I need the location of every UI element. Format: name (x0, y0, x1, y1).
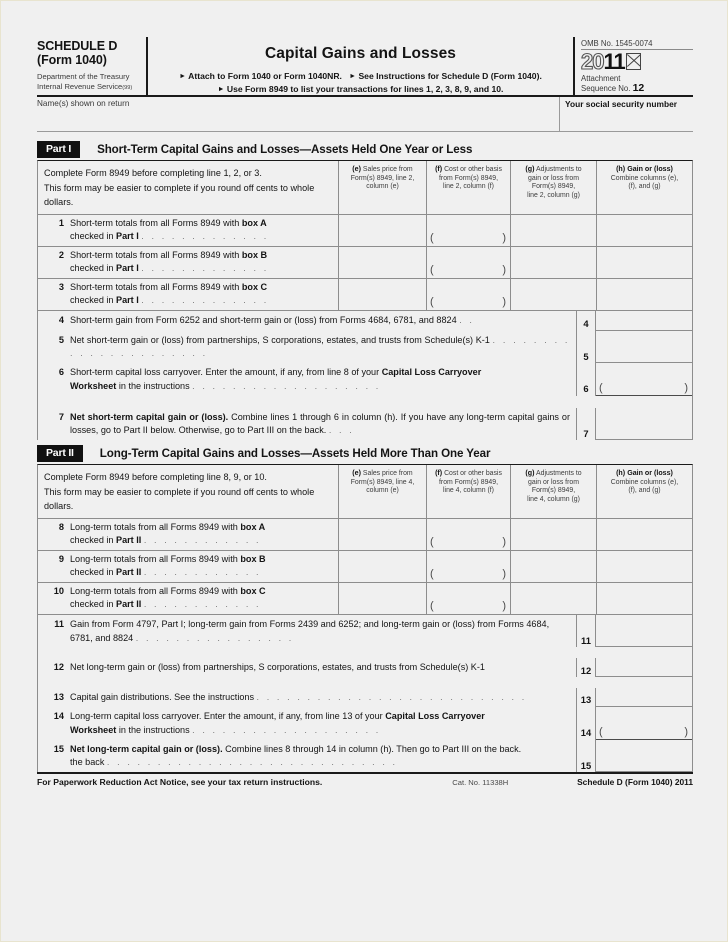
line-number: 12 (53, 662, 64, 673)
line-9-col-e-input[interactable] (338, 551, 426, 582)
part-2-col-g-header: (g) Adjustments to gain or loss from Form(s) 8949, line 4, column (g) (510, 465, 596, 518)
line-2-col-g-input[interactable] (510, 247, 596, 278)
attachment-label: Attachment (581, 74, 621, 83)
line-4-description: 4 Short-term gain from Form 6252 and short-term gain or (loss) from Forms 4684, 6781, and 8824 . . (38, 311, 576, 331)
header-center-block (148, 37, 573, 95)
schedule-identifier (37, 37, 142, 67)
part-2-col-h-header: (h) Gain or (loss) Combine columns (e), (f), and (g) (596, 465, 692, 518)
line-12-row (38, 647, 692, 677)
line-12-description: 12 Net long-term gain or (loss) from partnerships, S corporations, estates, and trusts from Schedule(s) K-1 (38, 658, 576, 677)
part-2-title: Long-Term Capital Gains and Losses—Assets Held More Than One Year (99, 446, 491, 460)
arrow-icon: ► (349, 73, 357, 80)
leader-dots: . . . . . . . . . . . . (143, 567, 262, 578)
line-9-col-g-input[interactable] (510, 551, 596, 582)
name-field-label: Name(s) shown on return (37, 99, 130, 108)
arrow-icon: ► (217, 86, 225, 93)
line-9-col-h-input[interactable] (596, 551, 692, 582)
leader-dots: . . . . . . . . . . . . . (141, 263, 269, 273)
leader-dots: . . . . . . . . . . . . (143, 599, 262, 610)
line-14-value-input[interactable]: ( ) (596, 707, 692, 740)
line-11-value-input[interactable] (596, 615, 692, 648)
line-2-col-e-input[interactable] (338, 247, 426, 278)
part-1-lines-4-7 (37, 310, 693, 441)
line-5-description: 5 Net short-term gain or (loss) from partnerships, S corporations, estates, and trusts from Schedule(s) K-1 . . . . . . . . . . . . . . . . . . . . . . (38, 331, 576, 364)
table-row (38, 551, 692, 583)
line-number: 7 (58, 411, 64, 422)
part-1-col-e-header: (e) Sales price from Form(s) 8949, line 2, column (e) (338, 161, 426, 214)
line-13-row (38, 677, 692, 707)
leader-dots: . . . . . . . . . . . . . . . . . . . (192, 724, 381, 735)
line-10-col-h-input[interactable] (596, 583, 692, 614)
line-15-description: 15 Net long-term capital gain or (loss). Combine lines 8 through 14 in column (h). Then go to Part III on the back. the back . . . . . . . . . . . . . . . . . . . . . . . . . . . . . (38, 740, 576, 773)
line-15-continuation: the back (70, 757, 105, 768)
part-1-note-2: This form may be easier to complete if you round off cents to whole dollars. (44, 182, 315, 207)
department-line-2: Internal Revenue Service(99) (37, 81, 133, 91)
line-number: 1 (58, 217, 64, 228)
line-13-value-input[interactable] (596, 688, 692, 707)
part-1-col-g-header: (g) Adjustments to gain or loss from Form(s) 8949, line 2, column (g) (510, 161, 596, 214)
part-1-header (37, 138, 693, 160)
table-row (38, 247, 692, 279)
line-3-description: 3 Short-term totals from all Forms 8949 with box C checked in Part I . . . . . . . . . . . . . (38, 279, 338, 310)
line-5-number-box: 5 (576, 331, 596, 364)
table-row (38, 215, 692, 247)
paperwork-notice: For Paperwork Reduction Act Notice, see your tax return instructions. (37, 777, 323, 788)
line-3-col-e-input[interactable] (338, 279, 426, 310)
line-6-description: 6 Short-term capital loss carryover. Enter the amount, if any, from line 8 of your Capital Loss Carryover Worksheet in the instructions . . . . . . . . . . . . . . . . . . . (38, 363, 576, 396)
line-number: 9 (58, 553, 64, 564)
line-3-col-g-input[interactable] (510, 279, 596, 310)
line-4-row (38, 311, 692, 331)
part-1-title: Short-Term Capital Gains and Losses—Assets Held One Year or Less (97, 142, 473, 156)
part-2-note-1: Complete Form 8949 before completing line 8, 9, or 10. (44, 472, 267, 483)
schedule-d-form (37, 37, 693, 787)
line-6-value-input[interactable]: ( ) (596, 363, 692, 396)
line-number: 6 (58, 367, 64, 378)
part-2-col-f-header: (f) Cost or other basis from Form(s) 8949, line 4, column (f) (426, 465, 510, 518)
schedule-form-ref: (Form 1040) (37, 52, 107, 67)
taxpayer-identification-row (37, 97, 693, 132)
irs-code-99: (99) (122, 84, 133, 91)
part-2-badge: Part II (37, 445, 83, 462)
table-row (38, 279, 692, 310)
leader-dots: . . . . . . . . . . . . . . . . . . . (192, 380, 381, 391)
header-right-block (573, 37, 693, 95)
leader-dots: . . . . . . . . . . . . . (141, 295, 269, 305)
line-1-col-e-input[interactable] (338, 215, 426, 246)
form-footer (37, 774, 693, 787)
line-number: 15 (53, 743, 64, 754)
ssn-field[interactable] (559, 97, 693, 131)
line-9-description: 9 Long-term totals from all Forms 8949 with box B checked in Part II . . . . . . . . . . . . (38, 551, 338, 582)
line-1-col-g-input[interactable] (510, 215, 596, 246)
page-title: Capital Gains and Losses (264, 45, 457, 62)
catalog-number: Cat. No. 11338H (452, 778, 509, 788)
part-2-note-2: This form may be easier to complete if you round off cents to whole dollars. (44, 486, 315, 512)
leader-dots: . . (459, 314, 475, 325)
department-text (37, 72, 132, 93)
line-10-col-g-input[interactable] (510, 583, 596, 614)
part-2-table (37, 464, 693, 614)
line-7-value-input[interactable] (596, 408, 692, 441)
line-11-number-box: 11 (576, 615, 596, 648)
department-line-1: Department of the Treasury (37, 72, 130, 82)
part-2-col-e-header: (e) Sales price from Form(s) 8949, line 4, column (e) (338, 465, 426, 518)
schedule-name: SCHEDULE D (37, 39, 118, 53)
line-3-col-h-input[interactable] (596, 279, 692, 310)
line-5-value-input[interactable] (596, 331, 692, 364)
part-2-lines-11-15 (37, 614, 693, 772)
line-15-value-input[interactable] (596, 740, 692, 773)
line-5-row (38, 331, 692, 364)
form-header (37, 37, 693, 97)
tax-year-century: 20 (581, 49, 604, 74)
attachment-seq-line: Sequence No. 12 (581, 81, 645, 94)
leader-dots: . . . . . . . . . . . . . . . . . . . . . . . . . . . . . (106, 757, 398, 768)
line-2-col-h-input[interactable] (596, 247, 692, 278)
part-1-table (37, 160, 693, 310)
attach-instructions (152, 70, 569, 96)
line-14-row (38, 707, 692, 740)
line-number: 2 (58, 249, 64, 260)
line-14-number-box: 14 (576, 707, 596, 740)
attachment-seq-number: 12 (632, 81, 645, 94)
line-1-col-h-input[interactable] (596, 215, 692, 246)
table-row (38, 583, 692, 614)
line-2-description: 2 Short-term totals from all Forms 8949 with box B checked in Part I . . . . . . . . . . . . . (38, 247, 338, 278)
leader-dots: . . . (328, 425, 355, 436)
line-3-col-f-input[interactable]: ( ) (426, 279, 510, 310)
line-6-row (38, 363, 692, 396)
leader-dots: . . . . . . . . . . . . . (141, 231, 269, 241)
line-6-number-box: 6 (576, 363, 596, 396)
line-2-col-f-input[interactable]: ( ) (426, 247, 510, 278)
tax-year-suffix: 11 (603, 49, 625, 74)
year-x-box-icon (626, 53, 641, 70)
line-10-col-f-input[interactable]: ( ) (426, 583, 510, 614)
line-1-col-f-input[interactable]: ( ) (426, 215, 510, 246)
line-7-description: 7 Net short-term capital gain or (loss). Combine lines 1 through 6 in column (h). If you have any long-term capital gains or losses, go to Part II below. Otherwise, go to Part III on the back. . . . (38, 408, 576, 441)
line-number: 13 (53, 692, 64, 703)
arrow-icon: ► (179, 73, 187, 80)
part-1-note-1: Complete Form 8949 before completing line 1, 2, or 3. (44, 168, 262, 178)
leader-dots: . . . . . . . . . . . . (143, 535, 262, 546)
line-11-row (38, 615, 692, 648)
leader-dots: . . . . . . . . . . . . . . . . (135, 632, 294, 643)
name-field[interactable] (37, 97, 559, 131)
attach-line-1: ► Attach to Form 1040 or Form 1040NR. ► See Instructions for Schedule D (Form 1040). (179, 71, 542, 81)
line-number: 11 (54, 618, 64, 629)
line-15-row (38, 740, 692, 773)
line-12-number-box: 12 (576, 658, 596, 677)
line-8-col-e-input[interactable] (338, 519, 426, 550)
line-12-value-input[interactable] (596, 658, 692, 677)
line-number: 8 (58, 521, 64, 532)
line-8-col-h-input[interactable] (596, 519, 692, 550)
line-11-description: 11 Gain from Form 4797, Part I; long-term gain from Forms 2439 and 6252; and long-term gain or (loss) from Forms 4684, 6781, and 8824 . . . . . . . . . . . . . . . . (38, 615, 576, 648)
line-number: 5 (58, 334, 64, 345)
line-number: 10 (53, 585, 64, 596)
line-10-col-e-input[interactable] (338, 583, 426, 614)
line-15-number-box: 15 (576, 740, 596, 773)
line-number: 3 (58, 281, 64, 292)
attachment-sequence (581, 74, 693, 93)
line-7-number-box: 7 (576, 408, 596, 441)
line-13-number-box: 13 (576, 688, 596, 707)
ssn-field-label: Your social security number (565, 99, 678, 109)
line-10-description: 10 Long-term totals from all Forms 8949 with box C checked in Part II . . . . . . . . . . . . (38, 583, 338, 614)
form-reference: Schedule D (Form 1040) 2011 (577, 777, 693, 788)
line-9-col-f-input[interactable]: ( ) (426, 551, 510, 582)
leader-dots: . . . . . . . . . . . . . . . . . . . . . . (70, 334, 571, 359)
leader-dots: . . . . . . . . . . . . . . . . . . . . . . . . . . . (256, 692, 527, 703)
line-1-description: 1 Short-term totals from all Forms 8949 with box A checked in Part I . . . . . . . . . . . . . (38, 215, 338, 246)
line-14-description: 14 Long-term capital loss carryover. Enter the amount, if any, from line 13 of your Capital Loss Carryover Worksheet in the instructions . . . . . . . . . . . . . . . . . . . (38, 707, 576, 740)
part-2-header (37, 442, 693, 464)
part-1-col-f-header: (f) Cost or other basis from Form(s) 8949, line 2, column (f) (426, 161, 510, 214)
part-1-col-h-header: (h) Gain or (loss) Combine columns (e), (f), and (g) (596, 161, 692, 214)
line-8-col-f-input[interactable]: ( ) (426, 519, 510, 550)
part-2-instructions (38, 465, 338, 518)
part-1-badge: Part I (37, 141, 80, 158)
line-number: 4 (58, 314, 64, 325)
header-left-block (37, 37, 148, 95)
line-4-value-input[interactable] (596, 311, 692, 331)
tax-year (581, 50, 693, 74)
part-1-instructions (38, 161, 338, 214)
line-4-number-box: 4 (576, 311, 596, 331)
line-8-col-g-input[interactable] (510, 519, 596, 550)
line-number: 14 (53, 710, 64, 721)
line-13-description: 13 Capital gain distributions. See the instructions . . . . . . . . . . . . . . . . . . . . . . . . . . . (38, 688, 576, 707)
part-1-column-headers (38, 161, 692, 215)
line-7-row (38, 396, 692, 441)
omb-number: OMB No. 1545-0074 (581, 37, 693, 50)
table-row (38, 519, 692, 551)
part-2-column-headers (38, 465, 692, 519)
line-8-description: 8 Long-term totals from all Forms 8949 with box A checked in Part II . . . . . . . . . . . . (38, 519, 338, 550)
attach-line-2: ► Use Form 8949 to list your transactions for lines 1, 2, 3, 8, 9, and 10. (217, 84, 504, 94)
